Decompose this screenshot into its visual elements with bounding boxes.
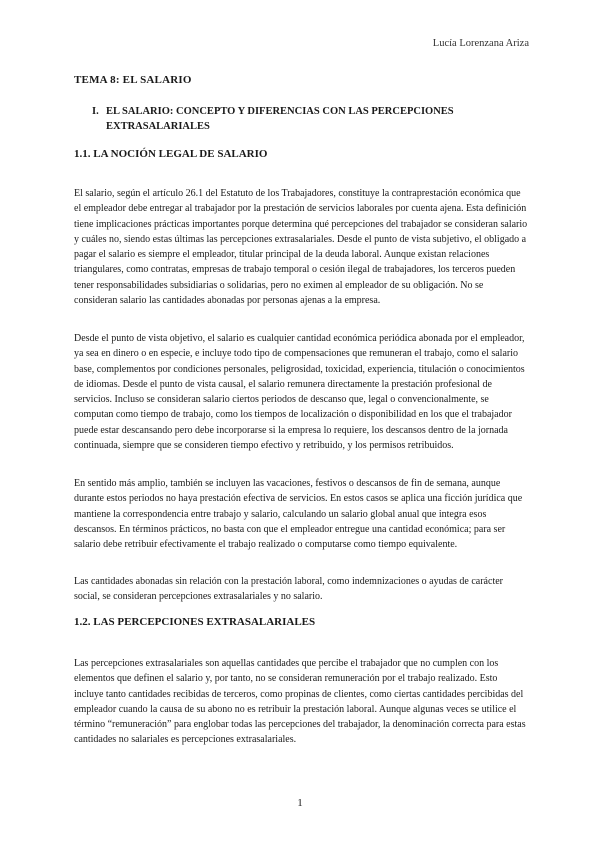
paragraph: Desde el punto de vista objetivo, el salario es cualquier cantidad económica periódica abonada por el empleador, ya sea en dinero o en especie, e incluye todo tipo de compensaciones que remuneran el trabajo, como el salario base, complementos por condiciones personales, peligrosidad, toxicidad, experiencia, titulación o conocimientos de idiomas. Desde el punto de vista causal, el salario remunera directamente la prestación profesional de servicios. Incluso se consideran salario ciertos periodos de descanso que, legal o convencionalmente, se computan como tiempo de trabajo, como los tiempos de localización o disponibilidad en los que el trabajador puede estar descansando pero debe incorporarse si la empresa lo requiere, los descansos dentro de la jornada continuada, siempre que se consideren tiempo efectivo y retribuido, y los permisos retribuidos. xyxy=(74,333,525,452)
subsection-heading-1-1: 1.1. LA NOCIÓN LEGAL DE SALARIO xyxy=(74,148,268,160)
section-heading xyxy=(92,104,532,134)
paragraph: En sentido más amplio, también se incluyen las vacaciones, festivos o descansos de fin de semana, aunque durante estos periodos no haya prestación efectiva de servicios. En estos casos se aplica una ficción jurídica que mantiene la correspondencia entre trabajo y salario, calculando un salario global anual que integra esos descansos. En términos prácticos, no basta con que el empleador entregue una cantidad económica; para ser salario debe retribuir efectivamente el trabajo realizado o computarse como tiempo equivalente. xyxy=(74,478,523,551)
author-header: Lucía Lorenzana Ariza xyxy=(432,38,529,49)
subsection-heading-1-2: 1.2. LAS PERCEPCIONES EXTRASALARIALES xyxy=(74,616,316,628)
document-title: TEMA 8: EL SALARIO xyxy=(74,74,192,86)
paragraph: Las percepciones extrasalariales son aquellas cantidades que percibe el trabajador que no cumplen con los elementos que definen el salario y, por tanto, no se consideran remuneración por el trabajo realizado. Esto incluye tanto cantidades recibidas de terceros, como propinas de clientes, como ciertas cantidades percibidas del empleador cuando la causa de su abono no es retribuir la prestación laboral. Aunque algunas veces se utilice el término “remuneración” para englobar todas las percepciones del trabajador, la denominación correcta para estas cantidades no salariales es percepciones extrasalariales. xyxy=(74,658,526,746)
section-title: EL SALARIO: CONCEPTO Y DIFERENCIAS CON LAS PERCEPCIONES EXTRASALARIALES xyxy=(106,106,454,132)
page-number: 1 xyxy=(297,797,303,809)
paragraph: El salario, según el artículo 26.1 del Estatuto de los Trabajadores, constituye la contraprestación económica que el empleador debe entregar al trabajador por la prestación de servicios laborales por cuenta ajena. Esta definición tiene implicaciones prácticas importantes porque determina qué percepciones del trabajador se consideran salario y cuáles no, siendo estas últimas las percepciones extrasalariales. Desde el punto de vista subjetivo, el obligado a pagar el salario es siempre el empleador, titular principal de la deuda laboral. Aunque existan relaciones triangulares, como contratas, empresas de trabajo temporal o cesión ilegal de trabajadores, los terceros pueden tener responsabilidades subsidiarias o solidarias, pero no eximen al empleador de su obligación. No se consideran salario las cantidades abonadas por personas ajenas a la empresa. xyxy=(74,188,528,307)
section-number: I. xyxy=(92,106,99,117)
paragraph: Las cantidades abonadas sin relación con la prestación laboral, como indemnizaciones o ayudas de carácter social, se consideran percepciones extrasalariales y no salario. xyxy=(74,576,503,603)
